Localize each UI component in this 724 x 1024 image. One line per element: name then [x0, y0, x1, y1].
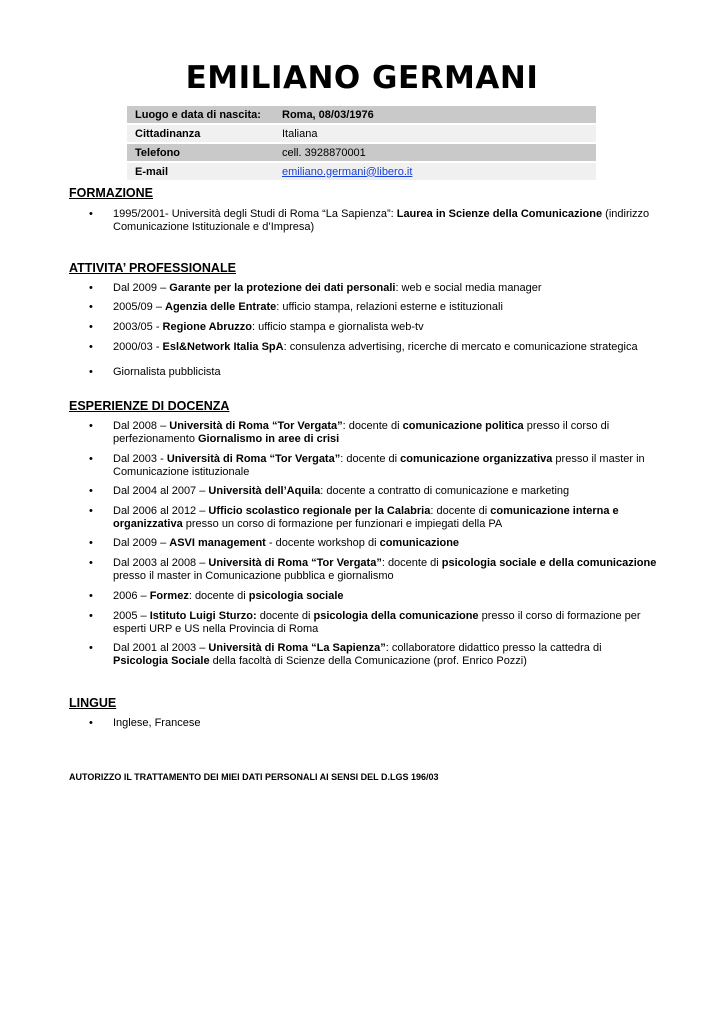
list-item [89, 208, 659, 234]
list-item [89, 341, 659, 354]
item-text-segment: presso il master in Comunicazione istituzionale [113, 453, 645, 478]
item-text-segment: : consulenza advertising, ricerche di mercato e comunicazione strategica [283, 341, 638, 353]
item-text-segment: Inglese, Francese [113, 717, 201, 729]
section-title-docenza: ESPERIENZE DI DOCENZA [69, 399, 230, 413]
item-text-bold: Agenzia delle Entrate [165, 301, 277, 313]
info-value: cell. 3928870001 [274, 144, 596, 161]
item-text-segment: 2003/05 - [113, 321, 163, 333]
section-title-formazione: FORMAZIONE [69, 186, 154, 200]
item-text-segment: Dal 2003 - [113, 453, 167, 465]
bullet: • [89, 485, 93, 497]
bullet: • [89, 208, 93, 220]
item-text-segment: Dal 2001 al 2003 – [113, 642, 209, 654]
list-item [89, 485, 659, 498]
list-item [89, 420, 659, 446]
item-text-bold: comunicazione organizzativa [400, 453, 553, 465]
item-text-segment: : ufficio stampa, relazioni esterne e istituzionali [276, 301, 503, 313]
item-text-bold: comunicazione [379, 537, 460, 549]
item-text-bold: Esl&Network Italia SpA [162, 341, 284, 353]
list-item [89, 505, 659, 531]
item-text [113, 505, 659, 531]
list-item [89, 321, 659, 334]
item-text-segment: 2000/03 - [113, 341, 163, 353]
item-text-bold: comunicazione politica [402, 420, 524, 432]
item-text [113, 537, 659, 550]
section-title-attivita: ATTIVITA’ PROFESSIONALE [69, 261, 236, 275]
bullet: • [89, 282, 93, 294]
info-label: Luogo e data di nascita: [127, 106, 274, 123]
list-item [89, 301, 659, 314]
item-text-segment: (indirizzo Comunicazione Istituzionale e d’Impresa) [113, 208, 650, 233]
item-text [113, 610, 659, 636]
info-label: E-mail [127, 163, 274, 180]
item-text-bold: Università dell’Aquila [208, 485, 321, 497]
info-value: Roma, 08/03/1976 [274, 106, 596, 123]
item-text-bold: comunicazione interna e organizzativa [113, 505, 619, 530]
item-text-bold: Psicologia Sociale [113, 655, 210, 667]
item-text [113, 366, 659, 379]
info-value: Italiana [274, 125, 596, 142]
item-text [113, 453, 659, 479]
list-item [89, 366, 659, 379]
bullet: • [89, 420, 93, 432]
item-text-segment: presso il corso di perfezionamento [113, 420, 610, 445]
item-text-segment: Giornalista pubblicista [113, 366, 221, 378]
item-text-segment: Dal 2004 al 2007 – [113, 485, 209, 497]
item-text-segment: : docente di [342, 420, 403, 432]
bullet: • [89, 321, 93, 333]
item-text-bold: Giornalismo in aree di crisi [198, 433, 340, 445]
item-text-bold: Laurea in Scienze della Comunicazione [396, 208, 603, 220]
bullet: • [89, 537, 93, 549]
item-text-segment: presso il corso di formazione per esperti URP e US nella Provincia di Roma [113, 610, 641, 635]
item-text-segment: docente di [256, 610, 314, 622]
item-text-bold: psicologia sociale e della comunicazione [441, 557, 657, 569]
list-item [89, 642, 659, 668]
item-text-bold: psicologia della comunicazione [313, 610, 479, 622]
bullet: • [89, 590, 93, 602]
item-text-bold: Regione Abruzzo [162, 321, 252, 333]
info-row-phone [127, 144, 596, 161]
item-text-segment: : docente a contratto di comunicazione e marketing [320, 485, 570, 497]
bullet: • [89, 453, 93, 465]
item-text [113, 420, 659, 446]
item-text-bold: Università di Roma “Tor Vergata” [169, 420, 343, 432]
info-row-email [127, 163, 596, 180]
info-row-birth [127, 106, 596, 123]
item-text-segment: : ufficio stampa e giornalista web-tv [251, 321, 424, 333]
item-text-bold: Università di Roma “Tor Vergata” [208, 557, 382, 569]
item-text-bold: ASVI management [169, 537, 266, 549]
list-item [89, 610, 659, 636]
list-item [89, 557, 659, 583]
list-item [89, 590, 659, 603]
item-text-segment: Dal 2009 – [113, 282, 170, 294]
item-text-segment: 2006 – [113, 590, 150, 602]
privacy-consent-footer: AUTORIZZO IL TRATTAMENTO DEI MIEI DATI PERSONALI AI SENSI DEL D.LGS 196/03 [69, 772, 439, 782]
item-text-segment: : docente di [188, 590, 249, 602]
item-text [113, 321, 659, 334]
item-text-segment: 1995/2001- Università degli Studi di Roma “La Sapienza”: [113, 208, 397, 220]
item-text-segment: : collaboratore didattico presso la cattedra di [385, 642, 602, 654]
item-text-segment: Dal 2008 – [113, 420, 170, 432]
item-text-segment: 2005/09 – [113, 301, 165, 313]
item-text [113, 485, 659, 498]
item-text-segment: Dal 2006 al 2012 – [113, 505, 209, 517]
item-text-bold: Formez [149, 590, 189, 602]
section-title-lingue: LINGUE [69, 696, 117, 710]
list-item [89, 537, 659, 550]
info-label: Telefono [127, 144, 274, 161]
bullet: • [89, 341, 93, 353]
item-text-segment: presso un corso di formazione per funzionari e impiegati della PA [182, 518, 503, 530]
item-text [113, 341, 659, 354]
item-text-segment: : docente di [340, 453, 401, 465]
item-text [113, 282, 659, 295]
item-text-segment: : docente di [430, 505, 491, 517]
item-text-segment: presso il master in Comunicazione pubblica e giornalismo [113, 570, 394, 582]
item-text-bold: Istituto Luigi Sturzo: [149, 610, 257, 622]
item-text [113, 301, 659, 314]
list-item [89, 717, 659, 730]
bullet: • [89, 717, 93, 729]
bullet: • [89, 366, 93, 378]
personal-info-table [127, 104, 596, 182]
person-name: EMILIANO GERMANI [185, 60, 539, 96]
item-text-segment: : web e social media manager [395, 282, 542, 294]
item-text-segment: - docente workshop di [265, 537, 380, 549]
bullet: • [89, 505, 93, 517]
bullet: • [89, 610, 93, 622]
email-link[interactable]: emiliano.germani@libero.it [282, 165, 413, 178]
info-value [274, 163, 596, 180]
item-text-bold: Garante per la protezione dei dati personali [169, 282, 396, 294]
item-text-bold: psicologia sociale [248, 590, 344, 602]
list-item [89, 453, 659, 479]
item-text [113, 642, 659, 668]
bullet: • [89, 557, 93, 569]
item-text-segment: 2005 – [113, 610, 150, 622]
item-text-segment: della facoltà di Scienze della Comunicazione (prof. Enrico Pozzi) [209, 655, 527, 667]
item-text-bold: Università di Roma “La Sapienza” [208, 642, 386, 654]
bullet: • [89, 642, 93, 654]
item-text-bold: Ufficio scolastico regionale per la Calabria [208, 505, 431, 517]
item-text-segment: : docente di [381, 557, 442, 569]
item-text [113, 590, 659, 603]
item-text [113, 557, 659, 583]
info-row-citizenship [127, 125, 596, 142]
item-text [113, 208, 659, 234]
list-item [89, 282, 659, 295]
info-label: Cittadinanza [127, 125, 274, 142]
item-text-segment: Dal 2009 – [113, 537, 170, 549]
item-text [113, 717, 659, 730]
bullet: • [89, 301, 93, 313]
item-text-bold: Università di Roma “Tor Vergata” [166, 453, 341, 465]
item-text-segment: Dal 2003 al 2008 – [113, 557, 209, 569]
